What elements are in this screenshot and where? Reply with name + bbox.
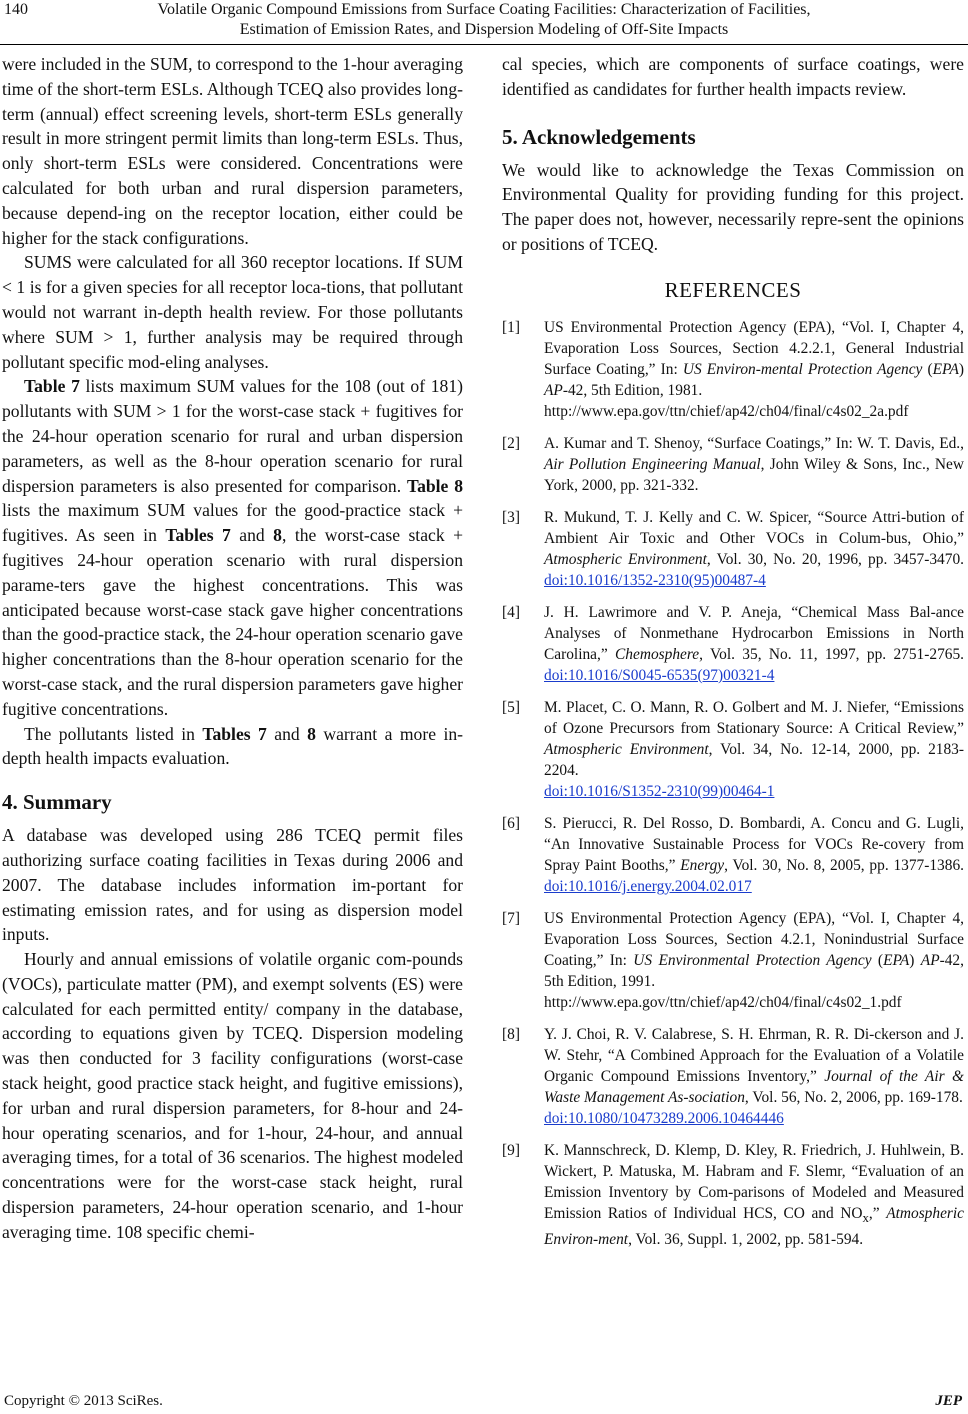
- paragraph-continued: were included in the SUM, to correspond to the 1-hour averaging time of the short-term ESLs. Although TCEQ also provides long-term (annual) effect screening levels, short-term ESLs generally result in more stringent permit limits than long-term ESLs. Thus, only short-term ESLs were considered. Concentrations were calculated for both urban and rural dispersion parameters, because depend-ing on the receptor location, either could be higher for the stack configurations.: [2, 54, 463, 248]
- reference-url: http://www.epa.gov/ttn/chief/ap42/ch04/final/c4s02_1.pdf: [544, 993, 902, 1011]
- reference-number: [7]: [502, 909, 520, 927]
- reference-item: [9] K. Mannschreck, D. Klemp, D. Kley, R. Friedrich, J. Huhlwein, B. Wickert, P. Matuska, M. Habram and F. Slemr, “Evaluation of an Emission Inventory by Com-parisons of Modeled and Measured Emission Ratios of Individual HCS, CO and $NO_x$,” Atmospheric Environ-ment, Vol. 36, Suppl. 1, 2002, pp. 581-594.: [502, 1141, 964, 1248]
- footer-copyright: Copyright © 2013 SciRes.: [4, 1393, 163, 1409]
- paragraph-pollutants: The pollutants listed in Tables 7 and 8 warrant a more in-depth health impacts evaluation.: [2, 723, 463, 769]
- doi-link[interactable]: doi:10.1016/S0045-6535(97)00321-4: [544, 666, 775, 684]
- reference-item: [6] S. Pierucci, R. Del Rosso, D. Bombardi, A. Concu and G. Lugli, “An Innovative Sustainable Process for VOCs Re-covery from Spray Paint Booths,” Energy, Vol. 30, No. 8, 2005, pp. 1377-1386. doi:10.1016/j.energy.2004.02.017: [502, 814, 964, 895]
- right-column: [502, 52, 964, 1261]
- acknowledgements-heading: 5. Acknowledgements: [502, 124, 696, 149]
- table-ref: Table 8: [406, 475, 463, 496]
- header-rule: [0, 44, 968, 45]
- summary-heading: 4. Summary: [2, 790, 112, 815]
- reference-item: [3] R. Mukund, T. J. Kelly and C. W. Spicer, “Source Attri-bution of Ambient Air Toxic and Other VOCs in Colum-bus, Ohio,” Atmospheric Environment, Vol. 30, No. 20, 1996, pp. 3457-3470. doi:10.1016/1352-2310(95)00487-4: [502, 508, 964, 589]
- running-title-line-1: Volatile Organic Compound Emissions from Surface Coating Facilities: Characterization of Facilities,: [157, 1, 811, 18]
- doi-link[interactable]: doi:10.1080/10473289.2006.10464446: [544, 1109, 784, 1127]
- reference-url: http://www.epa.gov/ttn/chief/ap42/ch04/final/c4s02_2a.pdf: [544, 402, 909, 420]
- reference-number: [5]: [502, 698, 520, 716]
- running-title: [0, 0, 968, 40]
- reference-number: [3]: [502, 508, 520, 526]
- summary-paragraph-2: Hourly and annual emissions of volatile organic com-pounds (VOCs), particulate matter (PM), and exempt solvents (ES) were calculated for each permitted entity/ company in the database, according to equations given by TCEQ. Dispersion modeling was then conducted for 3 facility configurations (worst-case stack height, good practice stack height, and fugitive emissions), for urban and rural dispersion parameters, for 8-hour and 24-hour operating scenarios, and for 1-hour, 24-hour, and annual averaging times, for a total of 36 scenarios. The highest modeled concentrations were for the worst-case stack height, rural dispersion parameters, 24-hour operation scenario, and 1-hour averaging time. 108 specific chemi-: [2, 949, 463, 1242]
- summary-paragraph-continued: cal species, which are components of surface coatings, were identified as candidates for further health impacts review.: [502, 54, 964, 99]
- reference-item: [8] Y. J. Choi, R. V. Calabrese, S. H. Ehrman, R. R. Di-ckerson and J. W. Stehr, “A Combined Approach for the Evaluation of a Volatile Organic Compound Emissions Inventory,” Journal of the Air & Waste Management As-sociation, Vol. 56, No. 2, 2006, pp. 169-178. doi:10.1080/10473289.2006.10464446: [502, 1025, 965, 1127]
- footer-journal: JEP: [935, 1393, 962, 1409]
- left-column: [2, 52, 463, 1245]
- reference-number: [2]: [502, 434, 520, 452]
- reference-item: [2] A. Kumar and T. Shenoy, “Surface Coatings,” In: W. T. Davis, Ed., Air Pollution Engineering Manual, John Wiley & Sons, Inc., New York, 2000, pp. 321-332.: [502, 434, 964, 494]
- page-header: [0, 0, 968, 44]
- page-number: 140: [4, 1, 28, 18]
- acknowledgements-paragraph: We would like to acknowledge the Texas Commission on Environmental Quality for providing funding for this project. The paper does not, however, necessarily repre-sent the opinions or positions of TCEQ.: [502, 159, 964, 254]
- doi-link[interactable]: doi:10.1016/S1352-2310(99)00464-1: [544, 782, 775, 800]
- reference-item: [7] US Environmental Protection Agency (EPA), “Vol. I, Chapter 4, Evaporation Loss Sources, Section 4.2.1, Nonindustrial Surface Coating,” In: US Environmental Protection Agency (EPA) AP-42, 5th Edition, 1991. http://www.epa.gov/ttn/chief/ap42/ch04/final/c4s02_1.pdf: [502, 909, 964, 1011]
- doi-link[interactable]: doi:10.1016/j.energy.2004.02.017: [544, 877, 752, 895]
- reference-number: [9]: [502, 1141, 520, 1159]
- reference-number: [8]: [502, 1025, 520, 1043]
- running-title-line-2: Estimation of Emission Rates, and Dispersion Modeling of Off-Site Impacts: [239, 21, 729, 38]
- references-list: [502, 317, 964, 1250]
- reference-number: [1]: [502, 318, 520, 336]
- reference-item: [4] J. H. Lawrimore and V. P. Aneja, “Chemical Mass Bal-ance Analyses of Nonmethane Hydrocarbon Emissions in North Carolina,” Chemosphere, Vol. 35, No. 11, 1997, pp. 2751-2765. doi:10.1016/S0045-6535(97)00321-4: [502, 603, 964, 684]
- table-ref: Tables 7: [202, 723, 267, 744]
- reference-number: [4]: [502, 603, 520, 621]
- doi-link[interactable]: doi:10.1016/1352-2310(95)00487-4: [544, 571, 766, 589]
- paragraph-table7: Table 7 lists maximum SUM values for the 108 (out of 181) pollutants with SUM > 1 for the worst-case stack + fugitives for the 24-hour operation scenario for rural and urban dispersion parameters, as well as the 8-hour operation scenario for rural dispersion parameters is also presented for comparison. Table 8 lists the maximum SUM values for the good-practice stack + fugitives. As seen in Tables 7 and 8, the worst-case stack + fugitives 24-hour operation scenario with rural dispersion parame-ters gave the highest concentrations. This was anticipated because worst-case stack gave higher concentrations than the good-practice stack, the 24-hour operation scenario gave higher concentrations than the 8-hour operation scenario for the worst-case stack, and the rural dispersion parameters gave higher fugitive concentrations.: [2, 376, 464, 719]
- paragraph-sums: SUMS were calculated for all 360 receptor locations. If SUM < 1 is for a given species for all receptor loca-tions, that pollutant would not warrant in-depth health review. For those pollutants where SUM > 1, further analysis may be required through pollutant specific mod-eling analyses.: [2, 252, 463, 372]
- references-heading: REFERENCES: [664, 277, 802, 302]
- table-ref: Tables 7: [165, 525, 231, 546]
- table-ref: 8: [273, 525, 282, 546]
- reference-number: [6]: [502, 814, 520, 832]
- reference-item: [5] M. Placet, C. O. Mann, R. O. Golbert and M. J. Niefer, “Emissions of Ozone Precursors from Stationary Source: A Critical Review,” Atmospheric Environment, Vol. 34, No. 12-14, 2000, pp. 2183-2204. doi:10.1016/S1352-2310(99)00464-1: [502, 698, 964, 800]
- summary-paragraph-1: A database was developed using 286 TCEQ permit files authorizing surface coating facilities in Texas during 2006 and 2007. The database includes information im-portant for estimating emission rates, and for using as dispersion model inputs.: [2, 825, 463, 945]
- reference-item: [1] US Environmental Protection Agency (EPA), “Vol. I, Chapter 4, Evaporation Loss Sources, Section 4.2.2.1, General Industrial Surface Coating,” In: US Environ-mental Protection Agency (EPA) AP-42, 5th Edition, 1981. http://www.epa.gov/ttn/chief/ap42/ch04/final/c4s02_2a.pdf: [502, 318, 964, 420]
- table-ref: Table 7: [24, 376, 80, 397]
- table-ref: 8: [307, 723, 316, 744]
